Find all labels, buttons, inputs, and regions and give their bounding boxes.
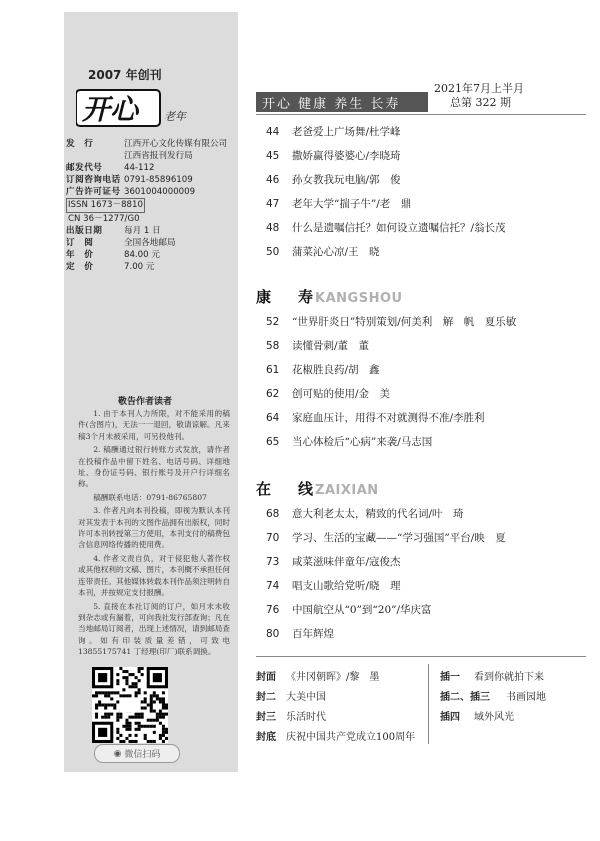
cover-entry xyxy=(440,668,544,683)
wechat-scan-button[interactable] xyxy=(94,744,180,763)
publication-info-label: 订 阅 xyxy=(66,237,94,248)
cover-entry xyxy=(440,688,546,703)
toc-title: 什么是遗嘱信托？如何设立遗嘱信托？/翁长茂 xyxy=(292,222,506,234)
toc-entry[interactable] xyxy=(266,220,506,235)
cover-title: 书画园地 xyxy=(506,692,546,703)
toc-entry[interactable] xyxy=(266,338,369,353)
cover-entry xyxy=(256,668,379,683)
notice-paragraph: 稿酬联系电话：0791-86765807 xyxy=(93,492,207,502)
cover-label: 封面 xyxy=(256,672,276,683)
toc-entry[interactable] xyxy=(266,410,485,425)
publication-info-value: 江西省报刊发行局 xyxy=(124,151,193,162)
toc-entry[interactable] xyxy=(266,434,432,449)
issue-info xyxy=(434,82,524,110)
publication-info-value: 全国各地邮局 xyxy=(124,237,176,248)
wechat-icon: ◉ xyxy=(113,748,122,759)
publication-info-value: ISSN 1673－8810 xyxy=(66,198,145,212)
cover-entry xyxy=(256,688,326,703)
toc-title: 创可贴的使用/金 美 xyxy=(292,388,391,400)
notice-paragraph: 5. 直接在本社订阅的订户，如月末未收到杂志或有漏着，可向我社发行部查询；凡在当地邮局订阅者，出现上述情况，请到邮局查询。如有印装质量差错，可致电 13855175741 丁经理(印厂)联系调换。 xyxy=(78,601,230,657)
notice-paragraph: 4. 作者文责自负，对于侵犯他人著作权或其他权利的文稿、图片，本刊概不承担任何连带责任。其他媒体转载本刊作品须注明转自本刊，并按规定支付报酬。 xyxy=(78,553,230,598)
cover-entry xyxy=(256,728,415,743)
toc-title: 咸菜滋味伴童年/寇俊杰 xyxy=(292,556,401,568)
cover-label: 插一 xyxy=(440,672,460,683)
toc-entry[interactable] xyxy=(266,362,380,377)
cover-entry xyxy=(256,708,326,723)
cover-title: 庆祝中国共产党成立100周年 xyxy=(286,732,416,743)
toc-entry[interactable] xyxy=(266,244,380,259)
cover-label: 封三 xyxy=(256,712,276,723)
toc-page-number: 47 xyxy=(266,198,280,210)
publication-info-label: 年 价 xyxy=(66,249,94,260)
section-zaixian-heading xyxy=(256,478,379,499)
notice-paragraph: 2. 稿酬通过银行转账方式发放，请作者在投稿作品中留下姓名、电话号码、详细地址、身份证号码、银行账号及开户行详细名称。 xyxy=(78,445,230,489)
toc-title: 当心体检后“心病”来袭/马志国 xyxy=(292,436,433,448)
section-kangshou-en: KANGSHOU xyxy=(315,291,403,306)
publication-info-value: 84.00 元 xyxy=(124,249,160,260)
publication-info-value: 0791-85896109 xyxy=(124,175,193,186)
toc-page-number: 45 xyxy=(266,150,280,162)
publication-info-row xyxy=(66,261,236,273)
logo-text: 开心 xyxy=(82,93,139,126)
publication-info-row xyxy=(66,237,236,249)
founded-year: 2007 年创刊 xyxy=(88,68,162,82)
toc-entry[interactable] xyxy=(266,626,334,641)
toc-page-number: 61 xyxy=(266,364,280,376)
toc-title: 花椒胜良药/胡 鑫 xyxy=(292,364,380,376)
issue-date: 2021年7月上半月 xyxy=(434,82,524,95)
publication-info-value: 7.00 元 xyxy=(124,261,155,272)
qr-code xyxy=(92,667,168,743)
toc-page-number: 62 xyxy=(266,388,280,400)
toc-page-number: 48 xyxy=(266,222,280,234)
publication-info-row xyxy=(66,162,236,174)
cover-label: 封底 xyxy=(256,732,276,743)
publication-info-value: 江西开心文化传媒有限公司 xyxy=(124,139,228,149)
logo-subtext: 老年 xyxy=(164,110,186,123)
publication-info xyxy=(66,138,236,273)
toc-entry[interactable] xyxy=(266,386,390,401)
toc-entry[interactable] xyxy=(266,578,401,593)
toc-entry[interactable] xyxy=(266,148,401,163)
cover-label: 插四 xyxy=(440,712,460,723)
publication-info-value: 3601004000009 xyxy=(124,187,196,198)
toc-title: 孙女教我玩电脑/郭 俊 xyxy=(292,174,401,186)
toc-entry[interactable] xyxy=(266,196,411,211)
toc-page-number: 80 xyxy=(266,628,280,640)
toc-title: “世界肝炎日”特别策划/何美利 解 帆 夏乐敏 xyxy=(292,316,517,328)
toc-entry[interactable] xyxy=(266,602,432,617)
toc-page-number: 76 xyxy=(266,604,280,616)
toc-title: 家庭血压计，用得不对就测得不准/李胜利 xyxy=(292,412,485,424)
toc-title: 中国航空从“0”到“20”/华庆富 xyxy=(292,604,432,616)
covers-rule xyxy=(256,656,586,657)
toc-entry[interactable] xyxy=(266,530,506,545)
publication-info-row xyxy=(66,174,236,186)
cover-label: 插二、插三 xyxy=(440,692,490,703)
header-rule xyxy=(256,114,586,115)
cover-title: 大美中国 xyxy=(286,692,326,703)
toc-page-number: 68 xyxy=(266,508,280,520)
toc-page-number: 50 xyxy=(266,246,280,258)
publication-info-value: 44-112 xyxy=(124,163,155,174)
section-zaixian-en: ZAIXIAN xyxy=(315,483,379,498)
toc-title: 老爸爱上广场舞/杜学峰 xyxy=(292,126,401,138)
toc-page-number: 46 xyxy=(266,174,280,186)
section-zaixian-cn: 在 线 xyxy=(256,480,320,498)
cover-entry xyxy=(440,708,514,723)
wechat-scan-label: 微信扫码 xyxy=(124,750,161,760)
toc-entry[interactable] xyxy=(266,314,516,329)
publication-info-label: 广告许可证号 xyxy=(66,187,121,198)
publication-info-row xyxy=(66,186,236,198)
toc-page-number: 58 xyxy=(266,340,280,352)
publication-info-row xyxy=(66,198,236,212)
toc-entry[interactable] xyxy=(266,554,401,569)
toc-title: 百年辉煌 xyxy=(292,628,334,640)
toc-page-number: 44 xyxy=(266,126,280,138)
issue-number: 总第 322 期 xyxy=(450,96,511,109)
publication-info-value: 每月 1 日 xyxy=(124,225,161,236)
toc-page-number: 65 xyxy=(266,436,280,448)
toc-entry[interactable] xyxy=(266,124,401,139)
cover-title: 《井冈朝晖》/黎 墨 xyxy=(286,672,380,683)
magazine-logo xyxy=(76,88,226,130)
toc-title: 意大利老太太，精致的代名词/叶 琦 xyxy=(292,508,464,520)
cover-title: 域外风光 xyxy=(474,712,514,723)
publication-info-label xyxy=(66,150,124,162)
publication-info-row xyxy=(66,249,236,261)
publication-info-value: CN 36－1277/G0 xyxy=(68,213,140,224)
publication-info-label: 邮发代号 xyxy=(66,163,103,174)
covers-divider xyxy=(428,664,429,744)
cover-title: 乐活时代 xyxy=(286,712,326,723)
cover-label: 封二 xyxy=(256,692,276,703)
toc-title: 蒲菜沁心凉/王 晓 xyxy=(292,246,380,258)
toc-page-number: 73 xyxy=(266,556,280,568)
publication-info-row xyxy=(66,150,236,162)
toc-entry[interactable] xyxy=(266,172,401,187)
toc-title: 老年大学“揣子牛”/老 鼎 xyxy=(292,198,412,210)
notice-paragraph: 1. 由于本刊人力所限，对不能采用的稿件(含图片)，无法一一退回，敬请谅解。凡来稿3个月未被采用，可另投他刊。 xyxy=(78,409,230,441)
publication-info-label: 定 价 xyxy=(66,261,94,272)
toc-page-number: 70 xyxy=(266,532,280,544)
publication-info-row xyxy=(66,225,236,237)
toc-title: 读懂骨刺/董 董 xyxy=(292,340,370,352)
toc-title: 学习、生活的宝藏——“学习强国”平台/映 夏 xyxy=(292,532,506,544)
toc-title: 唱支山歌给党听/晓 理 xyxy=(292,580,401,592)
notice-paragraph: 3. 作者凡向本刊投稿，即视为默认本刊对其发表于本刊的文图作品拥有出版权，同时许可本刊转授第三方使用，本刊支付的稿费包含信息网络传播的使用费。 xyxy=(78,506,230,550)
cover-title: 看到你就拍下来 xyxy=(474,672,544,683)
publication-info-label: 出版日期 xyxy=(66,225,103,236)
publication-info-label: 订阅咨询电话 xyxy=(66,175,121,186)
toc-title: 撒娇赢得婆婆心/李晓琦 xyxy=(292,150,401,162)
section-kangshou-heading xyxy=(256,286,403,307)
publication-info-row xyxy=(66,213,236,225)
notice-body xyxy=(78,408,230,660)
toc-page-number: 52 xyxy=(266,316,280,328)
toc-page-number: 64 xyxy=(266,412,280,424)
toc-entry[interactable] xyxy=(266,506,464,521)
publication-info-row xyxy=(66,138,236,150)
section-kangshou-cn: 康 寿 xyxy=(256,288,320,306)
publication-info-label: 发 行 xyxy=(66,139,94,149)
slogan-banner: 开心 健康 养生 长寿 xyxy=(256,92,428,112)
toc-page-number: 74 xyxy=(266,580,280,592)
notice-title: 敬告作者读者 xyxy=(118,397,173,407)
